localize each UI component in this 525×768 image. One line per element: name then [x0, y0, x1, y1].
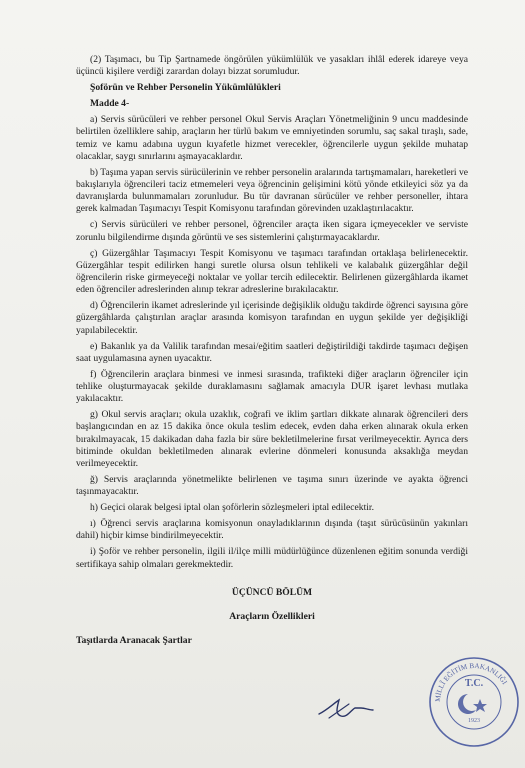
official-seal-icon: [428, 656, 520, 748]
item-d: d) Öğrencilerin ikamet adreslerinde yıl içerisinde değişiklik olduğu takdirde öğrenci sayısına göre güzergâhlarda çalıştırılan araçlar arasında komisyon tarafından en uygun şekilde yer değişikliği yapılabilecektir.: [76, 300, 468, 336]
item-g: g) Okul servis araçları; okula uzaklık, coğrafi ve iklim şartları dikkate alınarak öğrencileri ders başlangıcından en az 15 dakika önce okula teslim edecek, evden daha erken alınarak okula erken bırakılmayacak, 15 dakikadan daha fazla bir süre bekletilmelerine fırsat verilmeyecektir. Ayrıca ders bitiminde okuldan bekletilmeden alınarak evlerine dönmeleri konusunda aksaklığa meydan verilmeyecektir.: [76, 409, 468, 470]
paragraph-2: (2) Taşımacı, bu Tip Şartnamede öngörülen yükümlülük ve yasakları ihlâl ederek idareye veya üçüncü kişilere verdiği zarardan dolayı bizzat sorumludur.: [76, 54, 468, 78]
item-a: a) Servis sürücüleri ve rehber personel Okul Servis Araçları Yönetmeliğinin 9 uncu maddesinde belirtilen özelliklere sahip, araçların her türlü bakım ve emniyetinden sorumlu, saç sakal tıraşlı, sade, temiz ve kamu adabına uygun kıyafetle hizmet verecekler, öğrencilerle uygun şekilde muhatap olacaklar, saygı sınırlarını aşmayacaklardır.: [76, 114, 468, 162]
article-title: Madde 4-: [90, 98, 130, 110]
item-dotless-i: ı) Öğrenci servis araçlarına komisyonun onayladıklarının dışında (taşıt sürücüsünün yakınları dahil) hiçbir kimse bindirilmeyecektir.: [76, 518, 468, 542]
item-e: e) Bakanlık ya da Valilik tarafından mesai/eğitim saatleri değiştirildiği takdirde taşımacı değişen saat uygulamasına aynen uyacaktır.: [76, 340, 468, 364]
section-heading: Şoförün ve Rehber Personelin Yükümlülükleri: [90, 82, 281, 94]
item-b: b) Taşıma yapan servis sürücülerinin ve rehber personelin aralarında tartışmamaları, hareketleri ve bakışlarıyla öğrencileri taciz etmemeleri veya öğrencinin gelişimini kötü yönde etkileyici söz ya da davranışlarda bulunmamaları zorunludur. Bu tür davranan sürücüler ve rehber personeller, ihtara gerek kalmadan Taşımacıyı Tespit Komisyonu tarafından görevinden uzaklaştırılacaktır.: [76, 166, 468, 215]
item-h: h) Geçici olarak belgesi iptal olan şoförlerin sözleşmeleri iptal edilecektir.: [90, 502, 374, 514]
subsection-title: Taşıtlarda Aranacak Şartlar: [76, 634, 192, 646]
item-c: c) Servis sürücüleri ve rehber personel, öğrenciler araçta iken sigara içmeyecekler ve serviste zorunlu bilgilendirme dışında görüntü ve ses sistemlerini çalıştırmayacaklardır.: [76, 219, 468, 243]
seal-year: 1923: [468, 718, 480, 724]
item-g-breve: ğ) Servis araçlarında yönetmelikte belirlenen ve taşıma sınırı üzerinde ve ayakta öğrenci taşınmayacaktır.: [76, 474, 468, 498]
document-body: [76, 54, 468, 651]
chapter-subtitle: Araçların Özellikleri: [229, 610, 315, 622]
item-i: i) Şoför ve rehber personelin, ilgili il/ilçe milli müdürlüğünce düzenlenen eğitim sonunda verdiği sertifikaya sahip olmaları gerekmektedir.: [76, 546, 468, 570]
chapter-title: ÜÇÜNCÜ BÖLÜM: [231, 586, 313, 598]
seal-center-text: T.C.: [464, 678, 484, 689]
item-f: f) Öğrencilerin araçlara binmesi ve inmesi sırasında, trafikteki diğer araçların öğrenciler için tehlike oluşturmayacak şekilde duraklamasını sağlamak amacıyla DUR işaret levhası mutlaka yakılacaktır.: [76, 368, 468, 405]
item-c-cedilla: ç) Güzergâhlar Taşımacıyı Tespit Komisyonu ve taşımacı tarafından ortaklaşa belirlenecektir. Güzergâhlar tespit edilirken hangi suretle olursa olsun tehlikeli ve kalabalık güzergâhlar değil öğrencilerin riske girmeyeceği noktalar ve yollar tercih edilecektir. Belirlenen güzergâhlarda ikamet eden öğrenciler adreslerinden alınıp tekrar adreslerine bırakılacaktır.: [76, 247, 468, 296]
signature-icon: [315, 690, 375, 726]
seal-ring-text: MİLLÎ EĞİTİM BAKANLIĞI: [433, 661, 509, 703]
